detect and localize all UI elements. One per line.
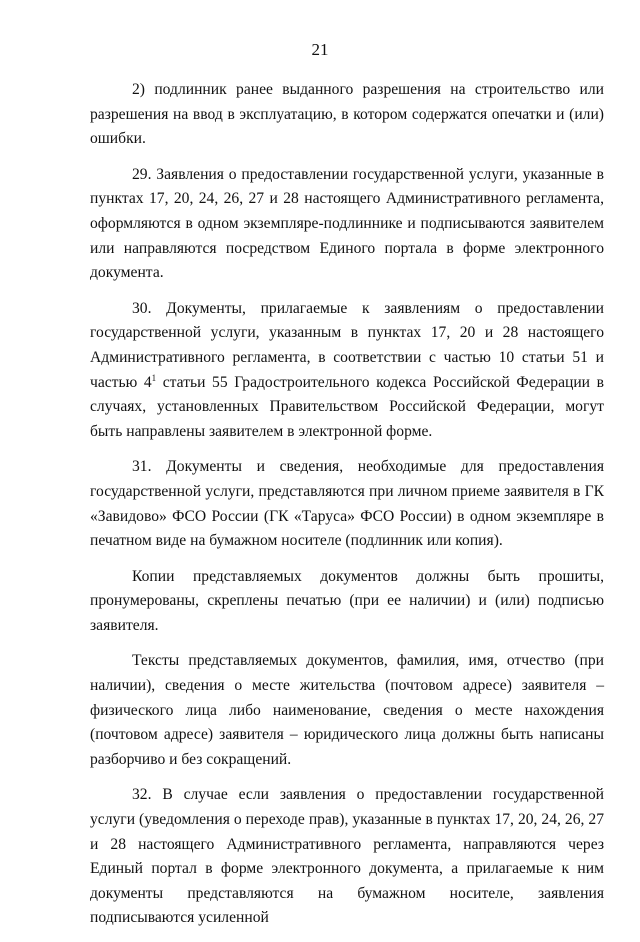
paragraph-29: 29. Заявления о предоставлении государственной услуги, указанные в пунктах 17, 20, 24, 26, 27 и 28 настоящего Административного регламента, оформляются в одном экземпляре-подлиннике и подписываются заявителем или направляются посредством Единого портала в форме электронного документа. [90,165,604,282]
paragraph-31: 31. Документы и сведения, необходимые для предоставления государственной услуги, представляются при личном приеме заявителя в ГК «Завидово» ФСО России (ГК «Таруса» ФСО России) в одном экземпляре в печатном виде на бумажном носителе (подлинник или копия). [90,458,604,550]
document-body [90,78,604,942]
paragraph-copies: Копии представляемых документов должны быть прошиты, пронумерованы, скреплены печатью (при ее наличии) и (или) подписью заявителя. [90,567,604,634]
page-number: 21 [311,40,329,59]
paragraph-32: 32. В случае если заявления о предоставлении государственной услуги (уведомления о переходе прав), указанные в пунктах 17, 20, 24, 26, 27 и 28 настоящего Административного регламента, направляются через Единый портал в форме электронного документа, а прилагаемые к ним документы представляются на бумажном носителе, заявления подписываются усиленной [90,786,604,927]
paragraph-item-2: 2) подлинник ранее выданного разрешения на строительство или разрешения на ввод в эксплуатацию, в котором содержатся опечатки и (или) ошибки. [90,81,604,148]
paragraph-30 [90,297,604,445]
superscript-index: 1 [151,372,157,383]
paragraph-30-text-end: статьи 55 Градостроительного кодекса Российской Федерации в случаях, установленных Правительством Российской Федерации, могут быть направлены заявителем в электронной форме. [90,373,604,440]
paragraph-texts: Тексты представляемых документов, фамилия, имя, отчество (при наличии), сведения о месте жительства (почтовом адресе) заявителя – физического лица либо наименование, сведения о месте нахождения (почтовом адресе) заявителя – юридического лица должны быть написаны разборчиво и без сокращений. [90,652,604,768]
paragraph-30-text-start: 30. Документы, прилагаемые к заявлениям о предоставлении государственной услуги, указанным в пунктах 17, 20 и 28 настоящего Административного регламента, в соответствии с частью 10 статьи 51 и частью 4 [90,299,604,391]
